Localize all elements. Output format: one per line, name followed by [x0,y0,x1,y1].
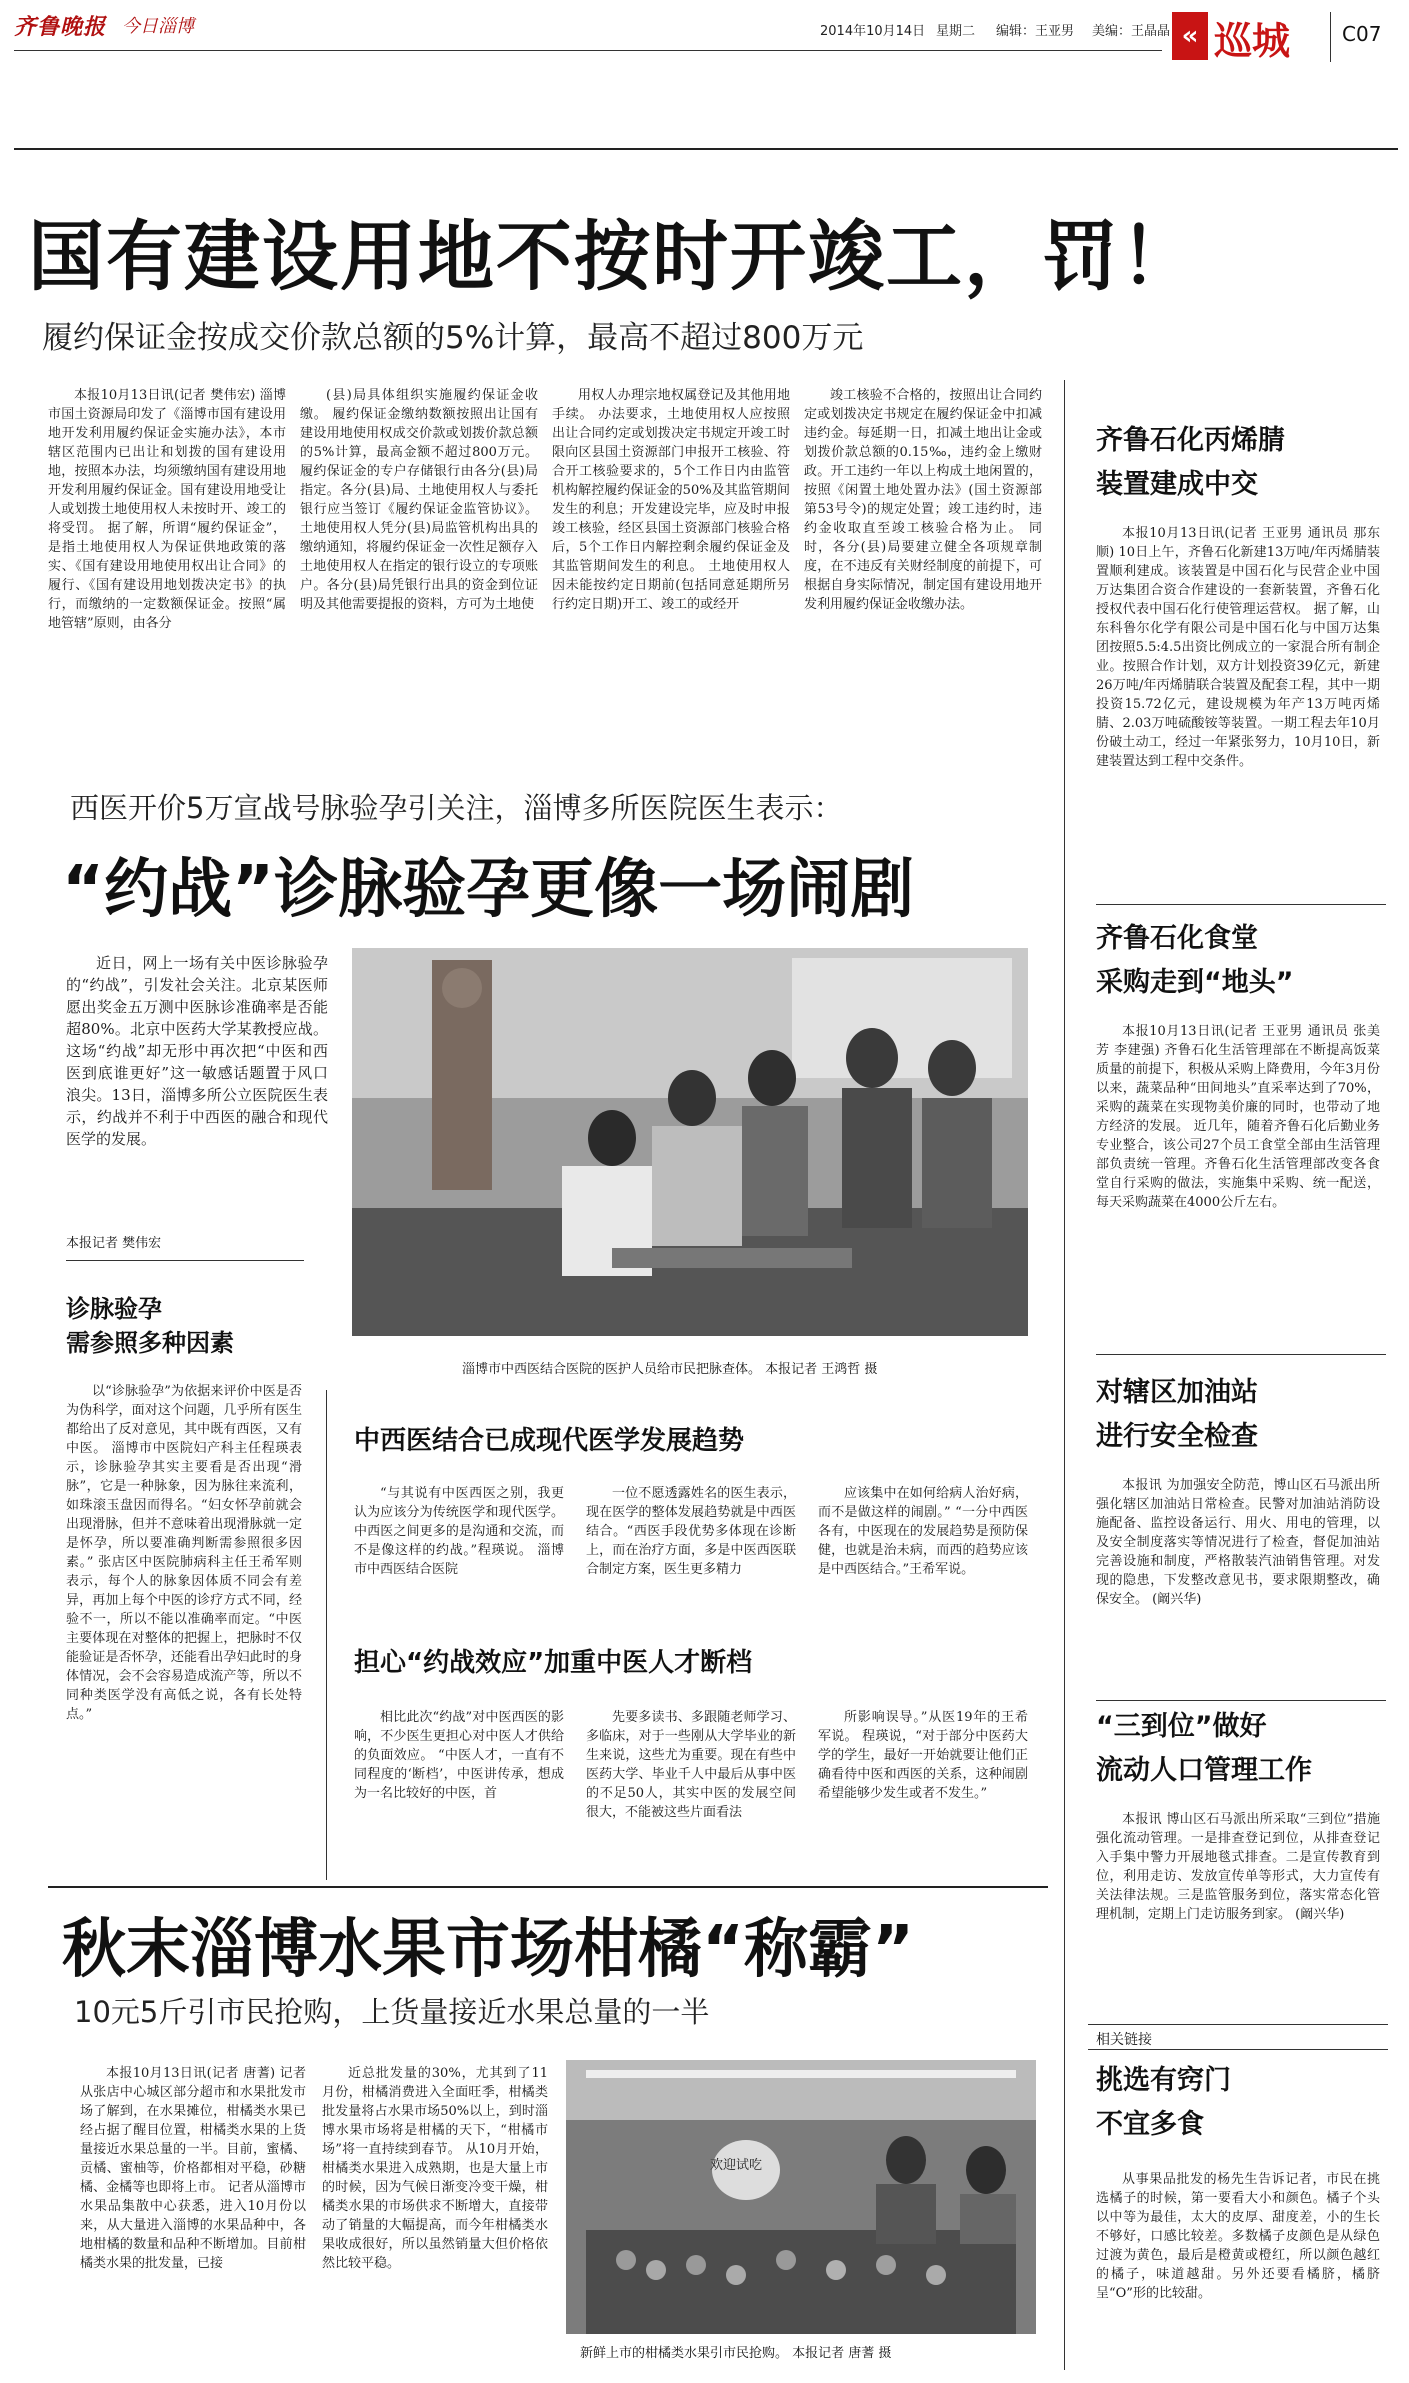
photo2-illustration [566,2060,1036,2334]
article2-col-divider [326,1390,327,1880]
photo1-caption: 淄博市中西医结合医院的医护人员给市民把脉查体。 本报记者 王鸿哲 摄 [462,1362,878,1377]
article1-col2-text: (县)局具体组织实施履约保证金收缴。 履约保证金缴纳数额按照出让国有建设用地使用权成交价款或划拨价款总额的5%计算，最高金额不超过800万元。 履约保证金的专户存储银行由各分(县)局指定。各分(县)局、土地使用权人与委托银行应当签订《履约保证金监管协议》。土地使用权人凭分(县)局监管机构出具的缴纳通知，将履约保证金一次性足额存入土地使用权人在指定的银行设立的专项账户。各分(县)局凭银行出具的资金到位证明及其他需要提报的资料，方可为土地使 [300,388,538,612]
sidebar-divider [1064,380,1065,2370]
sidebar-s2-title-line2: 采购走到“地头” [1096,967,1294,998]
sidebar-rule-1 [1096,904,1386,905]
sidebar-s4-title-line2: 流动人口管理工作 [1096,1755,1312,1786]
article3-top-rule [48,1886,1048,1888]
photo2-caption: 新鲜上市的柑橘类水果引市民抢购。 本报记者 唐蓍 摄 [580,2346,892,2361]
sidebar-s1-body: 本报10月13日讯(记者 王亚男 通讯员 那东顺) 10日上午，齐鲁石化新建13万吨/年丙烯腈装置顺利建成。该装置是中国石化与民营企业中国万达集团合资合作建设的一套新装置，齐鲁石化授权代表中国石化行使管理运营权。 据了解，山东科鲁尔化学有限公司是中国石化与中国万达集团按照5.5:4.5出资比例成立的一家混合所有制企业。按照合作计划，双方计划投资39亿元，新建26万吨/年丙烯腈联合装置及配套工程，其中一期投资15.72亿元，建设规模为年产13万吨丙烯腈、2.03万吨硫酸铵等装置。一期工程去年10月份破土动工，经过一年紧张努力，10月10日，新建装置达到工程中交条件。 [1096,526,1380,769]
sidebar-s2-body: 本报10月13日讯(记者 王亚男 通讯员 张美芳 李建强) 齐鲁石化生活管理部在不断提高饭菜质量的前提下，积极从采购上降费用，今年3月份以来，蔬菜品种“田间地头”直采率达到了70%，采购的蔬菜在实现物美价廉的同时，也带动了地方经济的发展。 近几年，随着齐鲁石化后勤业务专业整合，该公司27个员工食堂全部由生活管理部负责统一管理。齐鲁石化生活管理部改变各食堂自行采购的做法，实施集中采购、统一配送，每天采购蔬菜在4000公斤左右。 [1096,1024,1380,1210]
article3-col1-text: 本报10月13日讯(记者 唐蓍) 记者从张店中心城区部分超市和水果批发市场了解到，在水果摊位，柑橘类水果已经占据了醒目位置，柑橘类水果的上货量接近水果总量的一半。目前，蜜橘、贡橘、蜜柚等，价格都相对平稳，砂糖橘、金橘等也即将上市。 记者从淄博市水果品集散中心获悉，进入10月份以来，从大量进入淄博的水果品种中，各地柑橘的数量和品种不断增加。目前柑橘类水果的批发量，已接 [80,2066,306,2271]
sidebar-s4-title-line1: “三到位”做好 [1096,1711,1267,1742]
sidebar-s4-text [1096,1810,1380,2020]
masthead-divider [1330,12,1331,62]
sidebar-s3-body: 本报讯 为加强安全防范，博山区石马派出所强化辖区加油站日常检查。民警对加油站消防设施配备、监控设备运行、用火、用电的管理，以及安全制度落实等情况进行了检查，督促加油站完善设施和制度，严格散装汽油销售管理。对发现的隐患，下发整改意见书，要求限期整改，确保安全。 (阚兴华) [1096,1478,1380,1607]
sidebar-rule-3 [1096,1700,1386,1701]
article2-lead-text: 近日，网上一场有关中医诊脉验孕的“约战”，引发社会关注。北京某医师愿出奖金五万测中医脉诊准确率是否能超80%。北京中医药大学某教授应战。这场“约战”却无形中再次把“中医和西医到底谁更好”这一敏感话题置于风口浪尖。13日，淄博多所公立医院医生表示，约战并不利于中西医的融合和现代医学的发展。 [66,954,328,1148]
article2-lead-rule [66,1260,304,1261]
sec2-col3 [818,1484,1028,1624]
article1-col1-text: 本报10月13日讯(记者 樊伟宏) 淄博市国土资源局印发了《淄博市国有建设用地开发利用履约保证金实施办法》，本市辖区范围内已出让和划拨的国有建设用地，按照本办法，均须缴纳国有建设用地开发利用履约保证金。国有建设用地受让人或划拨土地使用权人未按时开、竣工的将受罚。 据了解，所谓“履约保证金”，是指土地使用权人为保证供地政策的落实、《国有建设用地使用权出让合同》的履行、《国有建设用地划拨决定书》的执行，而缴纳的一定数额保证金。按照“属地管辖”原则，由各分 [48,388,286,631]
sec3-col2-text: 先要多读书、多跟随老师学习、多临床，对于一些刚从大学毕业的新生来说，这些尤为重要。现在有些中医药大学、毕业千人中最后从事中医的不足50人，其实中医的发展空间很大，不能被这些片面看法 [586,1710,796,1820]
sec3-col2 [586,1708,796,1880]
sidebar-s4-body: 本报讯 博山区石马派出所采取“三到位”措施强化流动管理。一是排查登记到位，从排查登记入手集中警力开展地毯式排查。二是宣传教育到位，利用走访、发放宣传单等形式，大力宣传有关法律法规。三是监管服务到位，落实常态化管理机制，定期上门走访服务到家。 (阚兴华) [1096,1812,1380,1922]
photo-illustration [352,948,1028,1336]
sec2-col1 [354,1484,564,1624]
article1-headline: 国有建设用地不按时开竣工，罚！ [28,212,1198,301]
sidebar-s1-title-line2: 装置建成中交 [1096,469,1258,500]
sidebar-s3-text [1096,1476,1380,1700]
masthead [0,0,1409,78]
masthead-rule [14,50,1162,51]
sidebar-rule-2 [1096,1354,1386,1355]
sec2-col2 [586,1484,796,1624]
sec3-col1 [354,1708,564,1880]
article2-lead [66,952,328,1212]
article1-subhead: 履约保证金按成交价款总额的5%计算，最高不超过800万元 [42,320,864,356]
article1-col4 [804,386,1042,754]
sidebar-s2-text [1096,1022,1380,1338]
sidebar-s5-title-line1: 挑选有窍门 [1096,2065,1231,2096]
article3-col1 [80,2064,306,2374]
issue-date: 2014年10月14日 [820,24,926,39]
sec1-title-line2: 需参照多种因素 [66,1329,234,1357]
article1-col4-text: 竣工核验不合格的，按照出让合同约定或划拨决定书规定在履约保证金中扣减违约金。每延期一日，扣减土地出让金或划拨价款总额的0.15‰，违约金上缴财政。开工违约一年以上构成土地闲置的，按照《闲置土地处置办法》(国土资源部第53号令)的规定处置；竣工违约时，违约金收取直至竣工核验合格为止。 同时，各分(县)局要建立健全各项规章制度，在不违反有关财经制度的前提下，可根据自身实际情况，制定国有建设用地开发利用履约保证金收缴办法。 [804,388,1042,612]
sec2-title: 中西医结合已成现代医学发展趋势 [354,1426,745,1456]
issue-weekday: 星期二 [936,24,976,39]
article3-subhead: 10元5斤引市民抢购，上货量接近水果总量的一半 [74,1995,710,2029]
article1-top-rule [14,148,1398,150]
fruit-market-photo [566,2060,1036,2334]
newspaper-logo: 齐鲁晚报 [14,15,107,40]
art-editor-credit: 美编：王晶晶 [1092,24,1171,39]
page-number: C07 [1342,22,1382,46]
article1-col1 [48,386,286,754]
sidebar-s5-text [1096,2170,1380,2370]
pulse-diagnosis-photo [352,948,1028,1336]
sec3-title: 担心“约战效应”加重中医人才断档 [354,1648,753,1678]
article1-col3-text: 用权人办理宗地权属登记及其他用地手续。 办法要求，土地使用权人应按照出让合同约定或划拨决定书规定开竣工时限向区县国土资源部门申报开工核验、符合开工核验要求的，5个工作日内由监管机构解控履约保证金的50%及其监管期间发生的利息；开发建设完毕，应及时申报竣工核验，经区县国土资源部门核验合格后，5个工作日内解控剩余履约保证金及其监管期间发生的利息。 土地使用权人因未能按约定日期前(包括同意延期所另行约定日期)开工、竣工的或经开 [552,388,790,612]
sidebar-s2-title-line1: 齐鲁石化食堂 [1096,923,1258,954]
article2-kicker: 西医开价5万宣战号脉验孕引关注，淄博多所医院医生表示： [70,791,843,825]
section-title: 巡城 [1214,19,1291,63]
sec1-text-body: 以“诊脉验孕”为依据来评价中医是否为伪科学，面对这个问题，几乎所有医生都给出了反对意见，其中既有西医，又有中医。 淄博市中医院妇产科主任程瑛表示，诊脉验孕其实主要看是否出现“滑脉”，它是一种脉象，因为脉往来流利，如珠滚玉盘因而得名。“妇女怀孕前就会出现滑脉，但并不意味着出现滑脉就一定是怀孕，所以要准确判断需参照很多因素。” 张店区中医院肺病科主任王希军则表示，每个人的脉象因体质不同会有差异，再加上每个中医的诊疗方式不同，经验不一，所以不能以准确率而定。“中医主要体现在对整体的把握上，把脉时不仅能验证是否怀孕，还能看出孕妇此时的身体情况，会不会容易造成流产等，所以不同种类医学没有高低之说，各有长处特点。” [66,1384,302,1722]
sec2-col2-text: 一位不愿透露姓名的医生表示，现在医学的整体发展趋势就是中西医结合。“西医手段优势多体现在诊断上，而在治疗方面，多是中医西医联合制定方案，医生更多精力 [586,1486,796,1577]
related-links-label: 相关链接 [1096,2032,1152,2048]
article2-lead-byline: 本报记者 樊伟宏 [66,1236,162,1251]
article1-col2 [300,386,538,754]
sidebar-s3-title-line2: 进行安全检查 [1096,1421,1258,1452]
article2-headline: “约战”诊脉验孕更像一场闹剧 [62,853,915,927]
photo2-sign-text: 欢迎试吃 [710,2158,763,2173]
editor-credit: 编辑：王亚男 [996,24,1075,39]
article1-col3 [552,386,790,754]
sec1-text [66,1382,302,1884]
edition-name: 今日淄博 [122,16,194,37]
sec2-col3-text: 应该集中在如何给病人治好病，而不是做这样的闹剧。” “一分中西医各有，中医现在的发展趋势是预防保健，也就是治未病，而西的趋势应该是中西医结合。”王希军说。 [818,1486,1028,1577]
sec2-col1-text: “与其说有中医西医之别，我更认为应该分为传统医学和现代医学。中西医之间更多的是沟通和交流，而不是像这样的约战。”程瑛说。 淄博市中西医结合医院 [354,1486,564,1577]
sidebar-s1-title-line1: 齐鲁石化丙烯腈 [1096,425,1285,456]
section-chevron-icon: « [1172,12,1208,60]
article3-col2 [322,2064,548,2374]
sidebar-s3-title-line1: 对辖区加油站 [1096,1377,1258,1408]
sec1-title-line1: 诊脉验孕 [66,1295,162,1323]
sidebar-s5-title-line2: 不宜多食 [1096,2109,1204,2140]
article3-col2-text: 近总批发量的30%，尤其到了11月份，柑橘消费进入全面旺季，柑橘类批发量将占水果市场50%以上，到时淄博水果市场将是柑橘的天下，“柑橘市场”将一直持续到春节。 从10月开始，柑橘类水果进入成熟期，也是大量上市的时候，因为气候日渐变冷变干燥，柑橘类水果的市场供求不断增大，直接带动了销量的大幅提高，而今年柑橘类水果收成很好，所以虽然销量大但价格依然比较平稳。 [322,2066,548,2271]
related-links-bar [1088,2024,1388,2050]
sidebar-s1-text [1096,524,1380,890]
article3-headline: 秋末淄博水果市场柑橘“称霸” [62,1913,915,1987]
sec3-col3 [818,1708,1028,1880]
sec3-col3-text: 所影响误导。”从医19年的王希军说。 程瑛说，“对于部分中医药大学的学生，最好一开始就要让他们正确看待中医和西医的关系，这种闹剧希望能够少发生或者不发生。” [818,1710,1028,1801]
sidebar-s5-body: 从事果品批发的杨先生告诉记者，市民在挑选橘子的时候，第一要看大小和颜色。橘子个头以中等为最佳，太大的皮厚、甜度差，小的生长不够好，口感比较差。多数橘子皮颜色是从绿色过渡为黄色，最后是橙黄或橙红，所以颜色越红的橘子，味道越甜。另外还要看橘脐，橘脐呈“O”形的比较甜。 [1096,2172,1380,2301]
sec3-col1-text: 相比此次“约战”对中医西医的影响，不少医生更担心对中医人才供给的负面效应。 “中医人才，一直有不同程度的‘断档’，中医讲传承，想成为一名比较好的中医，首 [354,1710,564,1801]
